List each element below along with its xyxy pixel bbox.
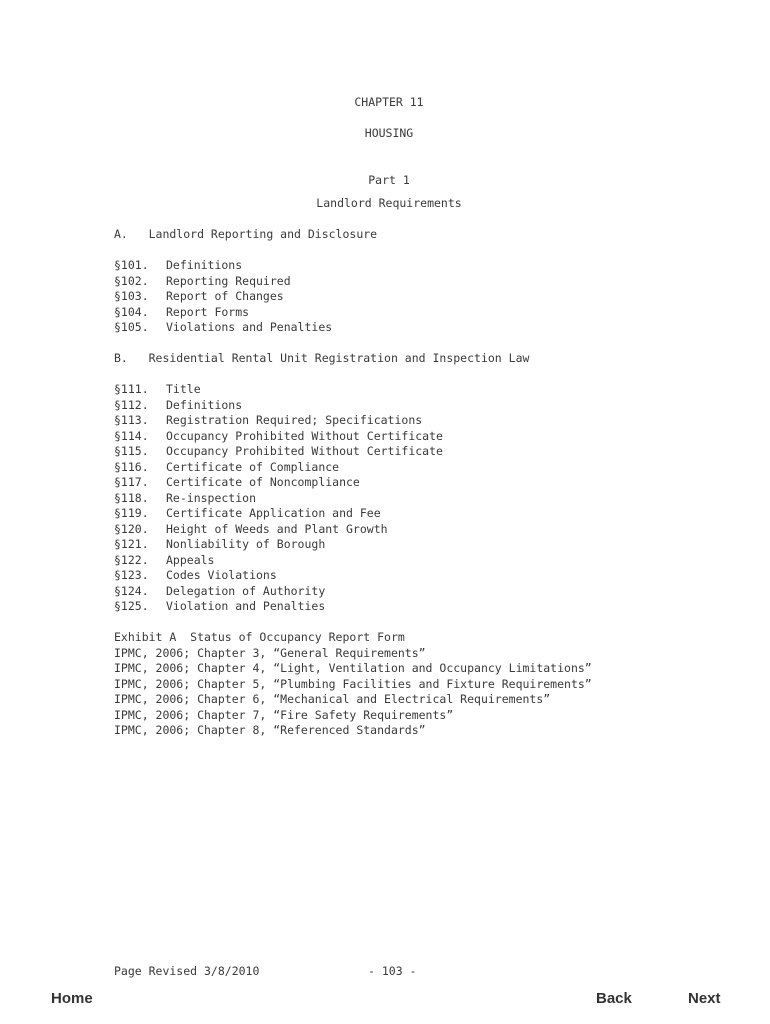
- section-title: Codes Violations: [166, 568, 277, 582]
- section-number: §118.: [114, 490, 149, 505]
- exhibit-item: IPMC, 2006; Chapter 8, “Referenced Standards”: [114, 723, 426, 737]
- section-title: Appeals: [166, 552, 215, 567]
- exhibit-item: IPMC, 2006; Chapter 5, “Plumbing Facilities and Fixture Requirements”: [114, 676, 592, 691]
- section-b-heading: B. Residential Rental Unit Registration and Inspection Law: [114, 351, 530, 365]
- part-title: Landlord Requirements: [316, 196, 462, 210]
- section-number: §124.: [114, 583, 149, 598]
- section-title: Occupancy Prohibited Without Certificate: [166, 444, 443, 458]
- section-a-heading: A. Landlord Reporting and Disclosure: [114, 227, 378, 241]
- section-number: §113.: [114, 413, 149, 427]
- section-title: Title: [166, 382, 201, 396]
- section-title: Reporting Required: [166, 273, 291, 288]
- part-number: Part 1: [368, 173, 410, 187]
- section-title: Certificate Application and Fee: [166, 506, 381, 520]
- section-title: Delegation of Authority: [166, 583, 326, 598]
- exhibit-item: IPMC, 2006; Chapter 7, “Fire Safety Requirements”: [114, 707, 454, 722]
- page-revised: Page Revised 3/8/2010: [114, 964, 260, 978]
- section-title: Violation and Penalties: [166, 599, 326, 613]
- exhibit-item: IPMC, 2006; Chapter 3, “General Requirements”: [114, 645, 426, 660]
- section-number: §104.: [114, 304, 149, 319]
- section-title: Report Forms: [166, 304, 250, 319]
- section-title: Occupancy Prohibited Without Certificate: [166, 428, 443, 443]
- chapter-title: HOUSING: [364, 126, 414, 140]
- section-number: §114.: [114, 428, 149, 443]
- section-title: Re-inspection: [166, 490, 257, 505]
- section-number: §111.: [114, 382, 149, 396]
- section-number: §119.: [114, 506, 149, 520]
- section-number: §112.: [114, 397, 149, 412]
- section-number: §101.: [114, 258, 149, 272]
- section-number: §120.: [114, 521, 149, 536]
- section-number: §122.: [114, 552, 149, 567]
- section-number: §105.: [114, 320, 149, 334]
- section-number: §115.: [114, 444, 149, 458]
- section-number: §123.: [114, 568, 149, 582]
- section-number: §102.: [114, 273, 149, 288]
- section-number: §116.: [114, 459, 149, 474]
- section-number: §103.: [114, 289, 149, 303]
- section-title: Certificate of Noncompliance: [166, 475, 360, 489]
- section-number: §117.: [114, 475, 149, 489]
- section-title: Nonliability of Borough: [166, 537, 326, 551]
- page-number: - 103 -: [368, 964, 417, 978]
- section-title: Definitions: [166, 397, 243, 412]
- section-number: §121.: [114, 537, 149, 551]
- section-title: Report of Changes: [166, 289, 284, 303]
- exhibit-item: IPMC, 2006; Chapter 6, “Mechanical and Electrical Requirements”: [114, 692, 551, 706]
- section-title: Registration Required; Specifications: [166, 413, 423, 427]
- back-link[interactable]: Back: [596, 990, 632, 1007]
- home-link[interactable]: Home: [51, 990, 93, 1007]
- section-title: Definitions: [166, 258, 243, 272]
- chapter-number: CHAPTER 11: [354, 95, 424, 109]
- section-number: §125.: [114, 599, 149, 613]
- section-title: Violations and Penalties: [166, 320, 333, 334]
- section-title: Height of Weeds and Plant Growth: [166, 521, 388, 536]
- exhibit-item: Exhibit A Status of Occupancy Report Form: [114, 630, 405, 644]
- section-title: Certificate of Compliance: [166, 459, 340, 474]
- next-link[interactable]: Next: [688, 990, 721, 1007]
- exhibit-item: IPMC, 2006; Chapter 4, “Light, Ventilation and Occupancy Limitations”: [114, 661, 592, 675]
